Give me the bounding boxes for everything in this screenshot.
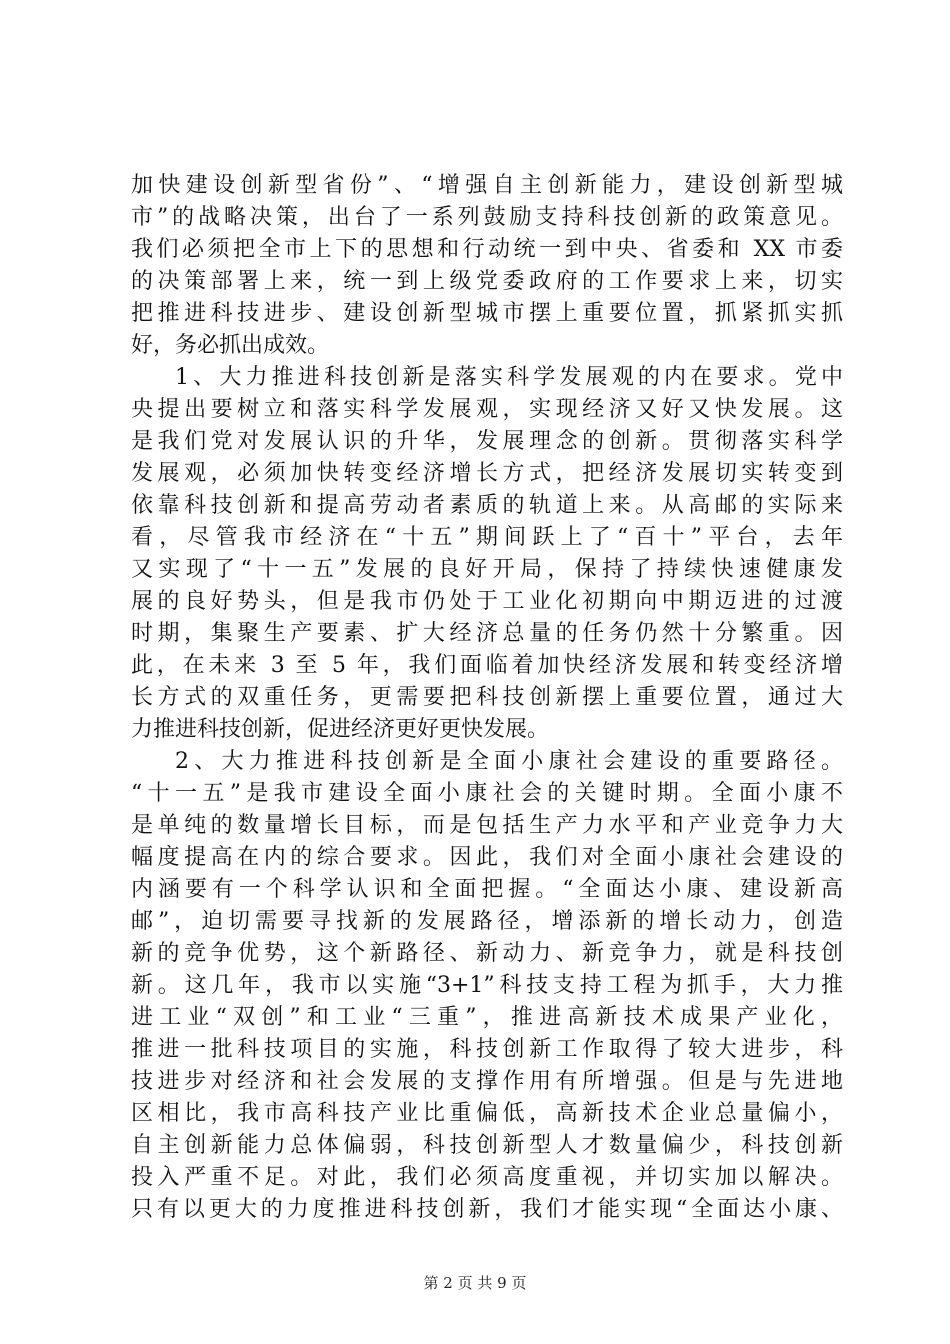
text-line: 加快建设创新型省份”、“增强自主创新能力，建设创新型城 xyxy=(131,173,843,198)
text-line: 的决策部署上来，统一到上级党委政府的工作要求上来，切实 xyxy=(131,269,843,294)
text-line: 进工业“双创”和工业“三重”，推进高新技术成果产业化， xyxy=(131,1005,843,1030)
text-line: 看，尽管我市经济在“十五”期间跃上了“百十”平台，去年 xyxy=(131,525,843,550)
text-line: 展的良好势头，但是我市仍处于工业化初期向中期迈进的过渡 xyxy=(131,589,843,614)
text-line: 市”的战略决策，出台了一系列鼓励支持科技创新的政策意见。 xyxy=(131,205,843,230)
text-line: 区相比，我市高科技产业比重偏低，高新技术企业总量偏小， xyxy=(131,1101,843,1126)
page-number: 第 2 页 共 9 页 xyxy=(423,1274,527,1292)
text-line: 技进步对经济和社会发展的支撑作用有所增强。但是与先进地 xyxy=(131,1069,843,1094)
text-line: 1、大力推进科技创新是落实科学发展观的内在要求。党中 xyxy=(175,365,843,390)
text-line: 此，在未来 3 至 5 年，我们面临着加快经济发展和转变经济增 xyxy=(131,653,843,678)
text-line: 依靠科技创新和提高劳动者素质的轨道上来。从高邮的实际来 xyxy=(131,493,843,518)
text-line: “十一五”是我市建设全面小康社会的关键时期。全面小康不 xyxy=(131,781,843,806)
text-line: 推进一批科技项目的实施，科技创新工作取得了较大进步，科 xyxy=(131,1037,843,1062)
text-line: 投入严重不足。对此，我们必须高度重视，并切实加以解决。 xyxy=(131,1165,843,1190)
text-line: 好，务必抓出成效。 xyxy=(131,333,330,358)
text-line: 我们必须把全市上下的思想和行动统一到中央、省委和 XX 市委 xyxy=(131,237,844,262)
text-line: 幅度提高在内的综合要求。因此，我们对全面小康社会建设的 xyxy=(131,845,843,870)
text-line: 力推进科技创新，促进经济更好更快发展。 xyxy=(131,717,550,742)
text-line: 2、大力推进科技创新是全面小康社会建设的重要路径。 xyxy=(175,749,843,774)
text-line: 新的竞争优势，这个新路径、新动力、新竞争力，就是科技创 xyxy=(131,941,843,966)
text-line: 只有以更大的力度推进科技创新，我们才能实现“全面达小康、 xyxy=(131,1197,843,1222)
text-line: 是单纯的数量增长目标，而是包括生产力水平和产业竞争力大 xyxy=(131,813,843,838)
text-line: 央提出要树立和落实科学发展观，实现经济又好又快发展。这 xyxy=(131,397,843,422)
text-line: 新。这几年，我市以实施“3+1”科技支持工程为抓手，大力推 xyxy=(131,973,843,998)
text-line: 自主创新能力总体偏弱，科技创新型人才数量偏少，科技创新 xyxy=(131,1133,843,1158)
text-line: 邮”，迫切需要寻找新的发展路径，增添新的增长动力，创造 xyxy=(131,909,843,934)
text-line: 内涵要有一个科学认识和全面把握。“全面达小康、建设新高 xyxy=(131,877,843,902)
text-line: 长方式的双重任务，更需要把科技创新摆上重要位置，通过大 xyxy=(131,685,843,710)
text-line: 是我们党对发展认识的升华，发展理念的创新。贯彻落实科学 xyxy=(131,429,843,454)
text-line: 发展观，必须加快转变经济增长方式，把经济发展切实转变到 xyxy=(131,461,843,486)
body-text xyxy=(131,170,843,1226)
text-line: 又实现了“十一五”发展的良好开局，保持了持续快速健康发 xyxy=(131,557,843,582)
text-line: 时期，集聚生产要素、扩大经济总量的任务仍然十分繁重。因 xyxy=(131,621,843,646)
text-line: 把推进科技进步、建设创新型城市摆上重要位置，抓紧抓实抓 xyxy=(131,301,843,326)
